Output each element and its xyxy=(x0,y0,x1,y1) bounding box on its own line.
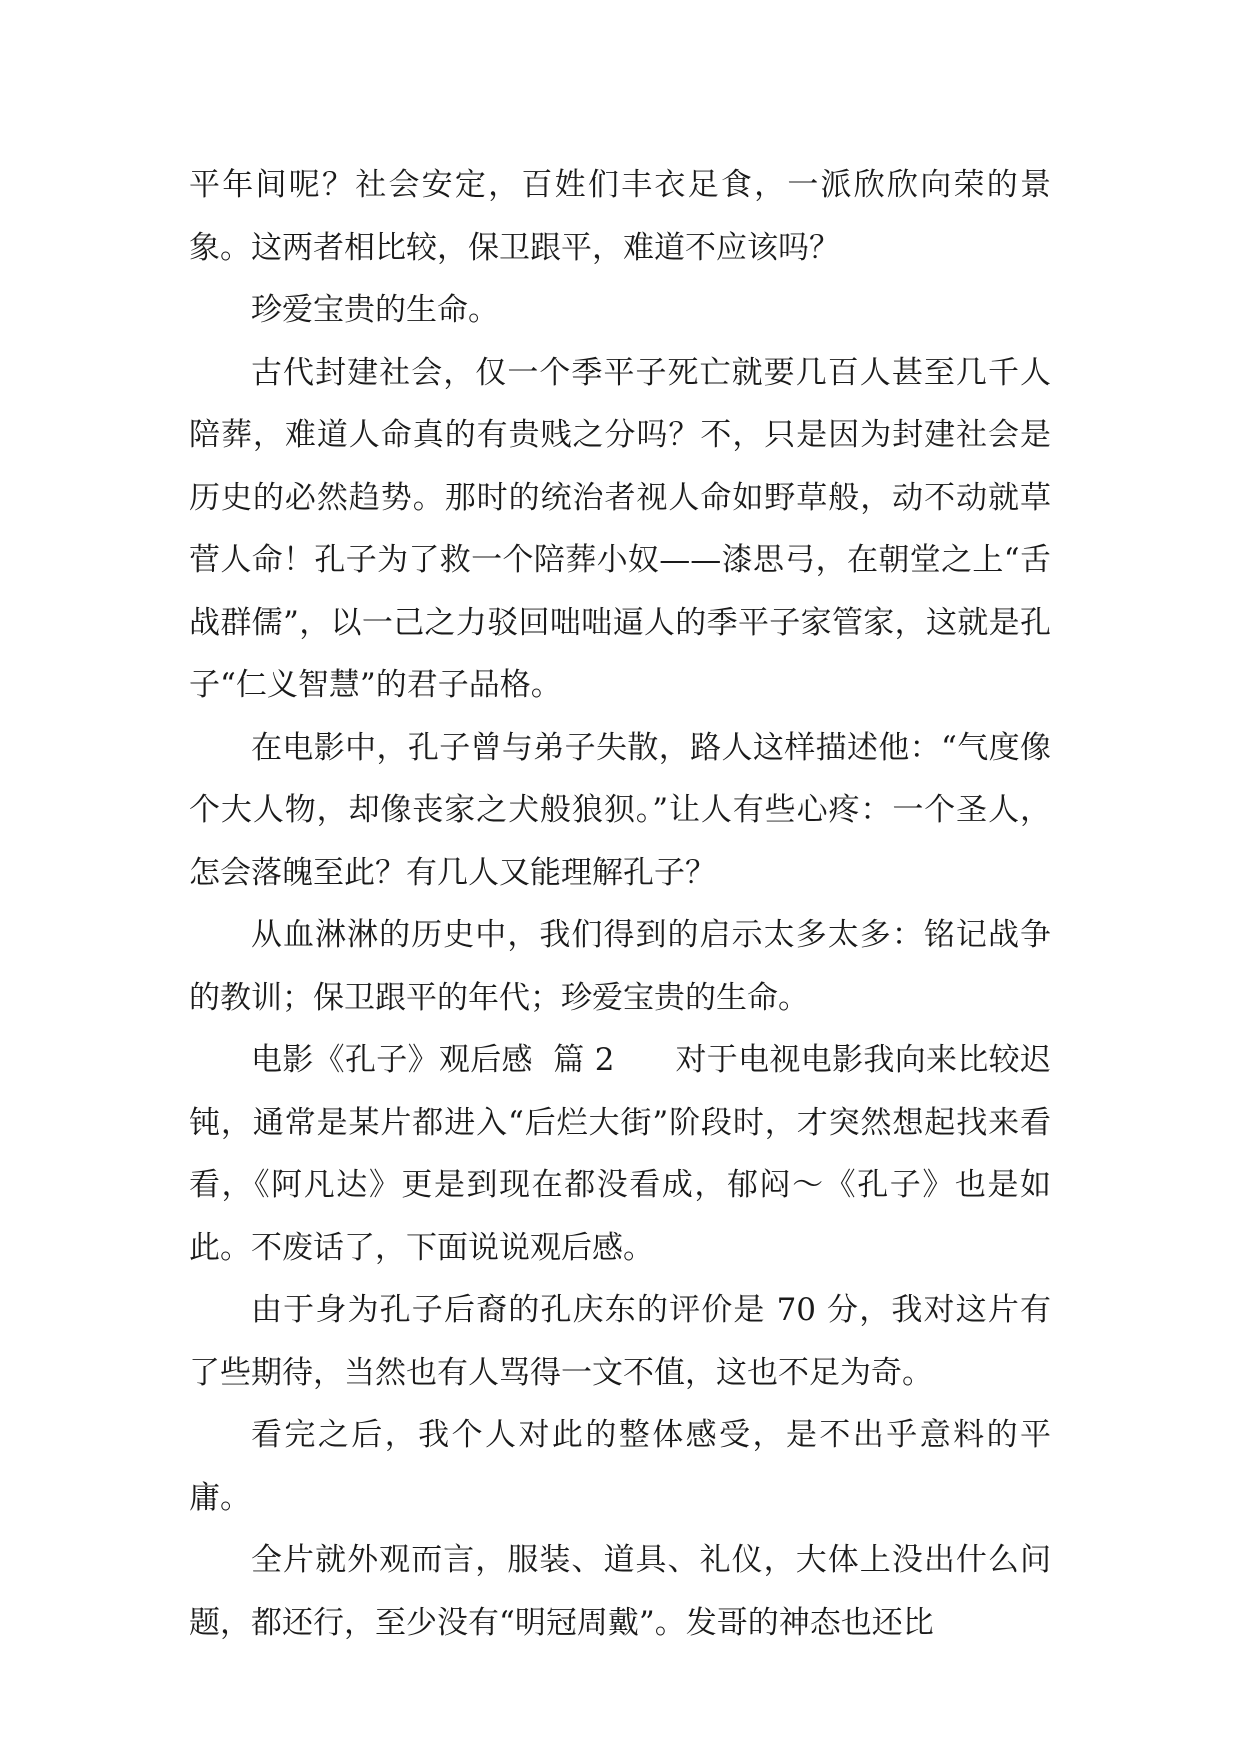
paragraph-2: 珍爱宝贵的生命。 xyxy=(251,292,499,328)
paragraph-7: 由于身为孔子后裔的孔庆东的评价是 70 分，我对这片有了些期待，当然也有人骂得一文不值，这也不足为奇。 xyxy=(189,1292,1051,1391)
paragraph-8: 看完之后，我个人对此的整体感受，是不出乎意料的平庸。 xyxy=(189,1417,1051,1516)
paragraph-4: 在电影中，孔子曾与弟子失散，路人这样描述他：“气度像个大人物，却像丧家之犬般狼狈。”让人有些心疼：一个圣人，怎会落魄至此？有几人又能理解孔子？ xyxy=(189,729,1051,891)
paragraph-6-section-heading: 电影《孔子》观后感 篇 2 对于电视电影我向来比较迟钝，通常是某片都进入“后烂大街”阶段时，才突然想起找来看看，《阿凡达》更是到现在都没看成，郁闷～《孔子》也是如此。不废话了，下面说说观后感。 xyxy=(189,1042,1051,1266)
paragraph-3: 古代封建社会，仅一个季平子死亡就要几百人甚至几千人陪葬，难道人命真的有贵贱之分吗？不，只是因为封建社会是历史的必然趋势。那时的统治者视人命如野草般，动不动就草菅人命！孔子为了救一个陪葬小奴——漆思弓，在朝堂之上“舌战群儒”，以一己之力驳回咄咄逼人的季平子家管家，这就是孔子“仁义智慧”的君子品格。 xyxy=(189,354,1051,703)
paragraph-9: 全片就外观而言，服装、道具、礼仪，大体上没出什么问题，都还行，至少没有“明冠周戴”。发哥的神态也还比 xyxy=(189,1542,1051,1641)
paragraph-1: 平年间呢？社会安定，百姓们丰衣足食，一派欣欣向荣的景象。这两者相比较，保卫跟平，难道不应该吗？ xyxy=(189,167,1051,266)
paragraph-5: 从血淋淋的历史中，我们得到的启示太多太多：铭记战争的教训；保卫跟平的年代；珍爱宝贵的生命。 xyxy=(189,917,1051,1016)
document-body xyxy=(189,154,1051,1654)
